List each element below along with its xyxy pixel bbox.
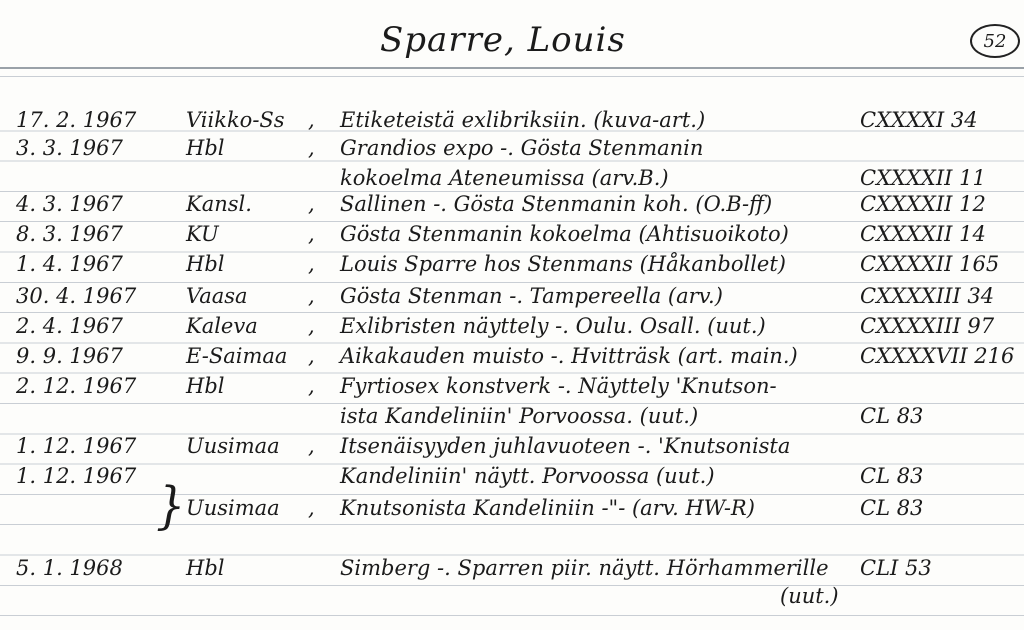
entry-comma: , xyxy=(308,344,315,368)
entry-date: 1. 12. 1967 xyxy=(16,434,137,458)
entry-text: Itsenäisyyden juhlavuoteen -. 'Knutsonista xyxy=(340,434,791,458)
entry-reference: CXXXXI 34 xyxy=(860,108,978,132)
entry-source: Kansl. xyxy=(186,192,252,216)
entry-text: Louis Sparre hos Stenmans (Håkanbollet) xyxy=(340,252,786,276)
entry-text: Simberg -. Sparren piir. näytt. Hörhammerille xyxy=(340,556,829,580)
entry-source: E-Saimaa xyxy=(186,344,288,368)
entry-reference: CXXXXVII 216 xyxy=(860,344,1015,368)
entry-source: Hbl xyxy=(186,252,225,276)
entry-text: Kandeliniin' näytt. Porvoossa (uut.) xyxy=(340,464,715,488)
entry-date: 8. 3. 1967 xyxy=(16,222,123,246)
entry-reference: CXXXXII 14 xyxy=(860,222,986,246)
entry-reference: CL 83 xyxy=(860,496,924,520)
entry-reference: CL 83 xyxy=(860,404,924,428)
entry-reference: CXXXXII 11 xyxy=(860,166,986,190)
entry-text: kokoelma Ateneumissa (arv.B.) xyxy=(340,166,669,190)
entry-source: Hbl xyxy=(186,374,225,398)
entry-reference: CL 83 xyxy=(860,464,924,488)
entry-source: Viikko-Ss xyxy=(186,108,285,132)
entry-comma: , xyxy=(308,284,315,308)
card-number: 52 xyxy=(983,30,1007,52)
entry-source: Hbl xyxy=(186,556,225,580)
entry-comma: , xyxy=(308,136,315,160)
entry-date: 1. 4. 1967 xyxy=(16,252,123,276)
entry-comma: , xyxy=(308,496,315,520)
bracket-mark: } xyxy=(156,475,186,535)
card-number-circle xyxy=(970,24,1020,58)
entry-text: Knutsonista Kandeliniin -"- (arv. HW-R) xyxy=(340,496,755,520)
entry-source: Vaasa xyxy=(186,284,248,308)
entry-comma: , xyxy=(308,314,315,338)
header-rule xyxy=(0,67,1024,69)
entry-reference: CXXXXIII 97 xyxy=(860,314,995,338)
entry-date: 30. 4. 1967 xyxy=(16,284,137,308)
entry-text: Fyrtiosex konstverk -. Näyttely 'Knutson- xyxy=(340,374,777,398)
entry-comma: , xyxy=(308,108,315,132)
entry-date: 9. 9. 1967 xyxy=(16,344,123,368)
entry-date: 5. 1. 1968 xyxy=(16,556,123,580)
entry-text: Aikakauden muisto -. Hvitträsk (art. main.) xyxy=(340,344,798,368)
entry-date: 3. 3. 1967 xyxy=(16,136,123,160)
entry-date: 2. 12. 1967 xyxy=(16,374,137,398)
entry-source: Kaleva xyxy=(186,314,258,338)
entry-date: 2. 4. 1967 xyxy=(16,314,123,338)
card-title: Sparre, Louis xyxy=(380,20,626,60)
entry-comma: , xyxy=(308,434,315,458)
entry-source: Uusimaa xyxy=(186,496,280,520)
entry-reference: CXXXXII 165 xyxy=(860,252,1000,276)
entry-reference: CLI 53 xyxy=(860,556,932,580)
entry-source: Hbl xyxy=(186,136,225,160)
entry-text: ista Kandeliniin' Porvoossa. (uut.) xyxy=(340,404,699,428)
entry-date: 4. 3. 1967 xyxy=(16,192,123,216)
entry-source: Uusimaa xyxy=(186,434,280,458)
entry-text: (uut.) xyxy=(780,584,839,608)
entry-text: Sallinen -. Gösta Stenmanin koh. (O.B-ff) xyxy=(340,192,773,216)
entry-comma: , xyxy=(308,252,315,276)
entry-comma: , xyxy=(308,374,315,398)
entry-text: Gösta Stenman -. Tampereella (arv.) xyxy=(340,284,723,308)
entry-text: Etiketeistä exlibriksiin. (kuva-art.) xyxy=(340,108,706,132)
entry-date: 17. 2. 1967 xyxy=(16,108,137,132)
entry-text: Gösta Stenmanin kokoelma (Ahtisuoikoto) xyxy=(340,222,789,246)
entry-date: 1. 12. 1967 xyxy=(16,464,137,488)
entry-reference: CXXXXII 12 xyxy=(860,192,986,216)
entry-text: Grandios expo -. Gösta Stenmanin xyxy=(340,136,704,160)
entry-text: Exlibristen näyttely -. Oulu. Osall. (uut.) xyxy=(340,314,766,338)
entry-source: KU xyxy=(186,222,219,246)
entry-comma: , xyxy=(308,192,315,216)
entry-reference: CXXXXIII 34 xyxy=(860,284,995,308)
entry-comma: , xyxy=(308,222,315,246)
